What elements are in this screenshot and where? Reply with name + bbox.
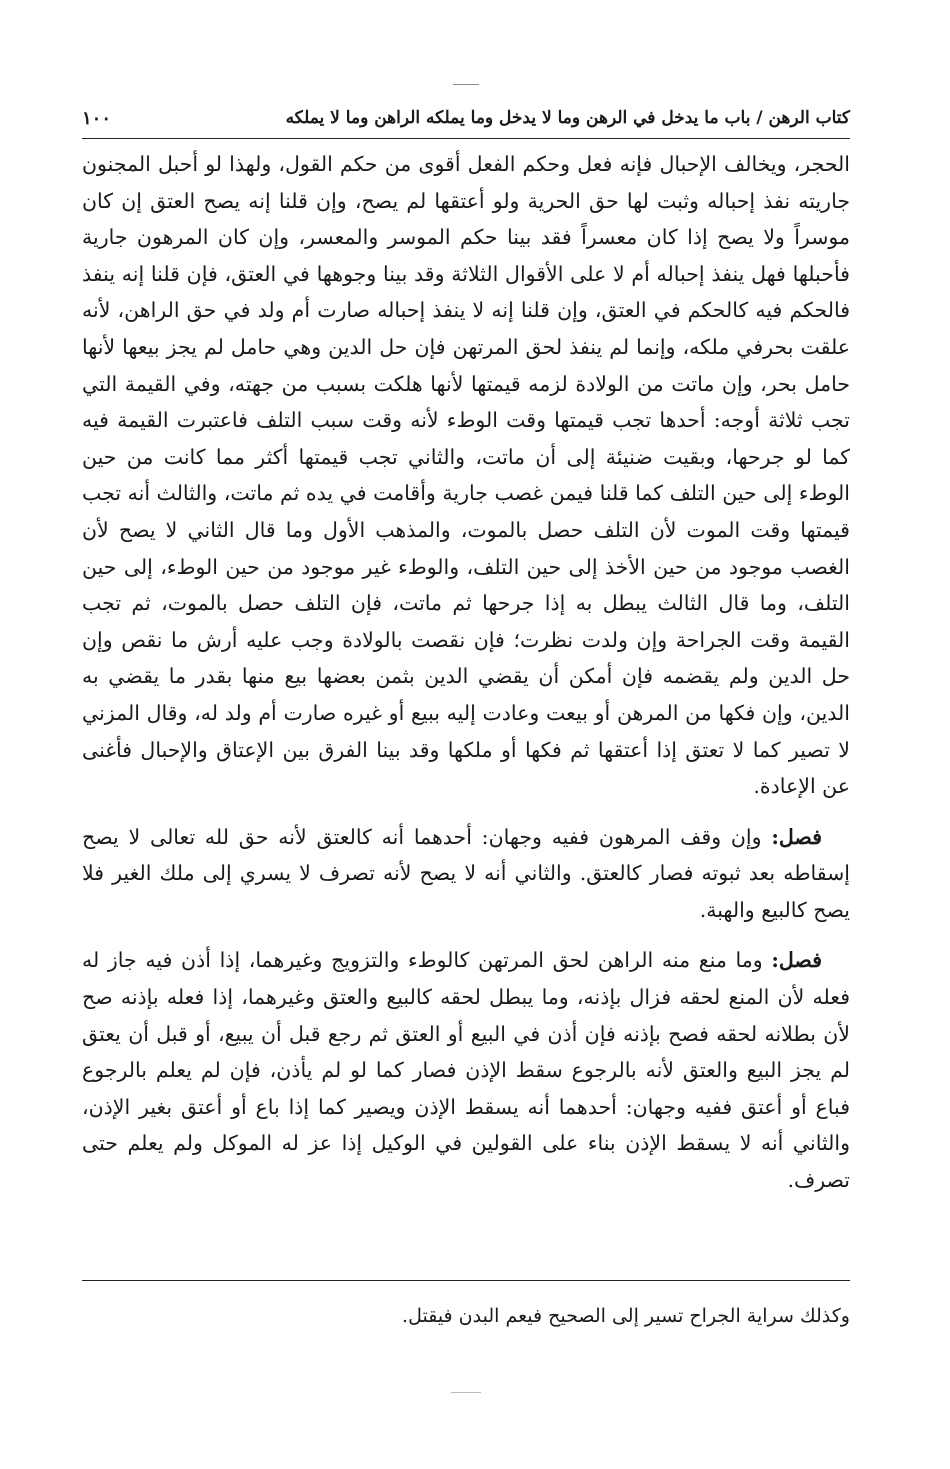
paragraph-text: الحجر، ويخالف الإحبال فإنه فعل وحكم الفعل أقوى من حكم القول، ولهذا لو أحبل المجنون جاريته نفذ إحباله وثبت لها حق الحرية ولو أعتقها لم يصح، وإن قلنا إنه يصح العتق إن كان موسراً ولا يصح إذا كان معسراً فقد بينا حكم الموسر والمعسر، وإن كان المرهون جارية فأحبلها فهل ينفذ إحباله أم لا على الأقوال الثلاثة وقد بينا وجوهها في العتق، فإن قلنا إنه ينفذ فالحكم فيه كالحكم في العتق، وإن قلنا إنه لا ينفذ إحباله صارت أم ولد في حق الراهن، لأنه علقت بحرفي ملكه، وإنما لم ينفذ لحق المرتهن فإن حل الدين وهي حامل لم يجز بيعها لأنها حامل بحر، وإن ماتت من الولادة لزمه قيمتها لأنها هلكت بسبب من جهته، وفي القيمة التي تجب ثلاثة أوجه: أحدها تجب قيمتها وقت الوطء لأنه وقت سبب التلف فاعتبرت القيمة فيه كما لو جرحها، وبقيت ضنيئة إلى أن ماتت، والثاني تجب قيمتها أكثر مما كانت من حين الوطء إلى حين التلف كما قلنا فيمن غصب جارية وأقامت في يده ثم ماتت، والثالث أنه تجب قيمتها وقت الموت لأن التلف حصل بالموت، والمذهب الأول وما قال الثاني لا يصح لأن الغصب موجود من حين الأخذ إلى حين التلف، والوطء غير موجود من حين الوطء، إلى حين التلف، وما قال الثالث يبطل به إذا جرحها ثم ماتت، فإن التلف حصل بالموت، ثم تجب القيمة وقت الجراحة وإن ولدت نظرت؛ فإن نقصت بالولادة وجب عليه أرش ما نقص وإن حل الدين ولم يقضمه فإن أمكن أن يقضي الدين بثمن بعضها بيع منها بقدر ما يقضي به الدين، وإن فكها من المرهن أو بيعت وعادت إليه ببيع أو غيره صارت أم ولد له، وقال المزني لا تصير كما لا تعتق إذا أعتقها ثم فكها أو ملكها وقد بينا الفرق بين الإعتاق والإحبال فأغنى عن الإعادة.: [82, 152, 850, 799]
section-paragraph: [82, 819, 850, 929]
running-title: كتاب الرهن / باب ما يدخل في الرهن وما لا يدخل وما يملكه الراهن وما لا يملكه: [285, 108, 850, 128]
footnote: وكذلك سراية الجراح تسير إلى الصحيح فيعم البدن فيقتل.: [402, 1305, 850, 1327]
document-page: [82, 0, 850, 1469]
section-paragraph: [82, 942, 850, 1198]
footnote-rule: [82, 1280, 850, 1281]
header-rule: [82, 138, 850, 139]
section-lead: فصل:: [771, 824, 822, 849]
section-lead: فصل:: [771, 948, 822, 973]
body-text: [82, 146, 850, 1213]
bottom-decorative-mark: [451, 1392, 481, 1393]
page-number: ١٠٠: [82, 107, 112, 129]
running-header: [82, 103, 850, 133]
paragraph-text: وإن وقف المرهون ففيه وجهان: أحدهما أنه كالعتق لأنه حق لله تعالى لا يصح إسقاطه بعد ثبوته فصار كالعتق. والثاني أنه لا يصح لأنه تصرف لا يسري إلى ملك الغير فلا يصح كالبيع والهبة.: [82, 824, 850, 922]
top-decorative-mark: [453, 84, 479, 85]
paragraph-text: وما منع منه الراهن لحق المرتهن كالوطء والتزويج وغيرهما، إذا أذن فيه جاز له فعله لأن المنع لحقه فزال بإذنه، وما يبطل لحقه كالبيع والعتق وغيرهما، إذا فعله بإذنه صح لأن بطلانه لحقه فصح بإذنه فإن أذن في البيع أو العتق ثم رجع قبل أن يبيع، أو قبل أن يعتق لم يجز البيع والعتق لأنه بالرجوع سقط الإذن فصار كما لو لم يأذن، فإن لم يعلم بالرجوع فباع أو أعتق ففيه وجهان: أحدهما أنه يسقط الإذن ويصير كما إذا باع أو أعتق بغير الإذن، والثاني أنه لا يسقط الإذن بناء على القولين في الوكيل إذا عز له الموكل ولم يعلم حتى تصرف.: [82, 948, 850, 1193]
paragraph: [82, 146, 850, 805]
